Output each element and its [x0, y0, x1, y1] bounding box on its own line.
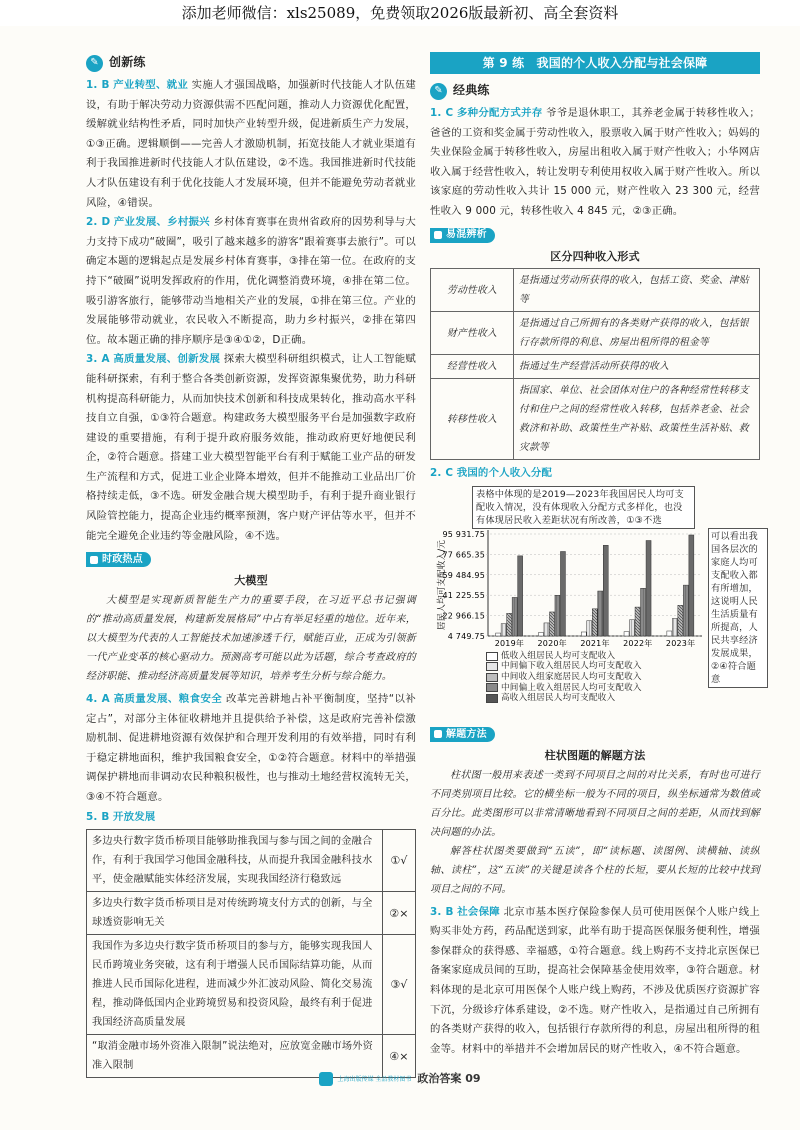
y-axis-label: 居民人均可支配收入/元 [437, 539, 447, 630]
bar [560, 551, 565, 636]
bar [501, 624, 506, 636]
answer-number: 2. D [86, 216, 111, 229]
x-tick-label: 2022年 [623, 638, 653, 648]
legend-label: 低收入组居民人均可支配收入 [501, 650, 616, 661]
answer-number: 4. A [86, 692, 110, 705]
chart-annotation: 表格中体现的是2019—2023年我国居民人均可支配收入情况，没有体现收入分配方式多样化，也没有体现居民收入差距状况有所改善，①③不选 [472, 486, 695, 529]
x-tick-label: 2019年 [494, 638, 525, 648]
y-tick-label: 77 665.35 [442, 550, 485, 560]
option-analysis-table [86, 829, 416, 1078]
answer-item [430, 464, 760, 484]
top-banner: 添加老师微信：xls25089，免费领取2026版最新初、高全套资料 [0, 0, 800, 26]
bar [635, 607, 640, 636]
bar [512, 597, 517, 636]
bar [555, 595, 560, 636]
bar [549, 612, 554, 636]
y-tick-label: 22 966.15 [442, 611, 485, 621]
method-tag [430, 727, 495, 742]
option-analysis-body [87, 830, 416, 1078]
answer-tag: 多种分配方式并存 [456, 107, 543, 119]
practice-title: 第 9 练 我国的个人收入分配与社会保障 [430, 52, 760, 74]
tag-dot-icon [90, 556, 98, 564]
option-analysis-text: 多边央行数字货币桥项目能够助推我国与参与国之间的金融合作，有利于我国学习他国金融科技，从而提升我国金融科技水平，使金融赋能实体经济发展，实现我国经济行稳致远 [87, 830, 383, 892]
table-row [431, 379, 760, 460]
chart-legend [486, 651, 642, 704]
section-title: 经典练 [453, 83, 490, 98]
hot-topic-tag [86, 552, 151, 567]
mistake-tag [430, 228, 495, 243]
y-tick-label: 41 225.55 [442, 591, 485, 601]
bar [683, 585, 688, 636]
answer-number: 5. B [86, 810, 110, 823]
x-tick-label: 2020年 [537, 638, 567, 648]
bar [581, 632, 586, 636]
table-row [431, 269, 760, 312]
option-analysis-text: 我国作为多边央行数字货币桥项目的参与方，能够实现我国人民币跨境业务突破，这有利于增强人民币国际结算功能，从而推进人民币国际化进程，进而减少外汇波动风险、简化交易流程，推动降低国内企业跨境贸易和投资风险，最终有利于促进我国经济高质量发展 [87, 935, 383, 1035]
y-tick-label: 95 931.75 [442, 529, 485, 539]
legend-label: 高收入组居民人均可支配收入 [501, 693, 616, 704]
answer-item [430, 903, 760, 1060]
legend-label: 中间收入组家庭居民人均可支配收入 [501, 672, 642, 683]
answer-item [86, 213, 416, 350]
section-title: 创新练 [109, 55, 146, 70]
section-badge-icon: ✎ [430, 83, 447, 100]
income-types-body [431, 269, 760, 460]
answer-text: 改革完善耕地占补平衡制度，坚持“以补定占”，对部分主体征收耕地并且提供给予补偿，这是政府完善补偿激励机制、促进耕地资源有效保护和合理开发利用的有效举措，同时有利于稳定耕地面积，维护我国粮食安全，①②符合题意。材料中的举措强调保护耕地而非调动农民种粮积极性，也与推动土地经营权流转无关，③④不符合题意。 [86, 692, 416, 803]
bar [667, 631, 672, 636]
answer-number: 3. A [86, 353, 110, 366]
income-type-desc: 指国家、单位、社会团体对住户的各种经常性转移支付和住户之间的经常性收入转移，包括养老金、社会救济和补助、政策性生产补贴、政策性生活补贴、救灾款等 [514, 379, 760, 460]
bar [592, 609, 597, 636]
bar [630, 620, 635, 636]
bar [544, 623, 549, 636]
answer-tag: 产业转型、就业 [113, 79, 189, 91]
bar [624, 632, 629, 636]
section-heading-innovation [86, 52, 416, 74]
bar [518, 556, 523, 636]
answer-text: 实施人才强国战略，加强新时代技能人才队伍建设，有助于解决劳动力资源供需不匹配问题，推动人力资源优化配置，缓解就业结构性矛盾，同时加快产业转型升级，促进新质生产力发展，①③正确。逻辑顺倒——完善人才激励机制，拓宽技能人才就业渠道有利于我国推进新时代技能人才队伍建设，②不选。我国推进新时代技能人才队伍建设有利于优化技能人才发展环境，但并不能避免劳动者就业风险，④错误。 [86, 79, 416, 209]
income-type-name: 经营性收入 [431, 355, 514, 379]
bar [641, 588, 646, 636]
legend-label: 中间偏上收入组居民人均可支配收入 [501, 682, 642, 693]
answer-text: 探索大模型科研组织模式，让人工智能赋能科研探索，有利于整合各类创新资源，发挥资源集聚优势，助力科研机构提高科研能力，从而加快技术创新和科技成果转化，推动高水平科技自立自强，①③符合题意。构建政务大模型服务平台是加强数字政府建设的重要措施，有利于提升政府服务效能，推动政府更好地便民利企，②符合题意。搭建工业大模型智能平台有利于赋能工业产品的研发生产流程和方式，促进工业企业降本增效，但并不能推动工业品出厂价格持续走低，③不选。研发金融合规大模型助手，有利于提升商业银行风险管控能力，提高企业违约概率预测，客户财产评估等水平，但并不能完全避免企业违约等金融风险，④不选。 [86, 353, 417, 542]
option-judgment: ④× [383, 1035, 416, 1078]
income-type-name: 转移性收入 [431, 379, 514, 460]
answer-number: 2. C [430, 467, 454, 480]
answer-item [86, 690, 416, 808]
answer-tag: 我国的个人收入分配 [456, 467, 553, 480]
table-row [87, 935, 416, 1035]
y-tick-label: 59 484.95 [442, 570, 485, 580]
income-type-desc: 是指通过劳动所获得的收入，包括工资、奖金、津贴等 [514, 269, 760, 312]
income-type-name: 财产性收入 [431, 312, 514, 355]
bar [496, 633, 501, 636]
legend-swatch [486, 662, 498, 671]
legend-entry [486, 661, 642, 672]
right-column [430, 52, 760, 1059]
page-footer [0, 1070, 800, 1086]
bar [587, 621, 592, 636]
income-types-table [430, 268, 760, 460]
answer-item [430, 104, 760, 222]
table-row [87, 892, 416, 935]
answer-item [86, 76, 416, 213]
legend-entry [486, 651, 642, 662]
answer-text: 北京市基本医疗保险参保人员可使用医保个人账户线上购买非处方药，药品配送到家，此举有助于提高医保服务便利性，增强参保群众的获得感、幸福感，①符合题意。线上购药不支持北京医保已备案家庭成员间的互助，提高社会保障基金使用效率，③符合题意。材料体现的是北京可用医保个人账户线上购药，不涉及优质医疗资源扩容下沉，分级诊疗体系建设，②不选。财产性收入，是指通过自己所拥有的各类财产获得的收入，包括银行存款所得的利息，房屋出租所得的租金等。材料中的举措并不会增加居民的财产性收入，④不符合题意。 [430, 905, 760, 1055]
legend-swatch [486, 694, 498, 703]
left-column [86, 52, 416, 1078]
section-badge-icon: ✎ [86, 55, 103, 72]
answer-text: 乡村体育赛事在贵州省政府的因势利导与大力支持下成功“破圈”，吸引了越来越多的游客“跟着赛事去旅行”。可以确定本题的逻辑起点是发展乡村体育赛事，③排在第一位。在政府的支持下“破圈”说明发挥政府的作用，优化调整消费环境，④排在第二位。吸引游客旅行，能够带动当地相关产业的发展，①排在第三位。产业的发展能够带动就业，农民收入不断提高，助力乡村振兴，②排在第四位。故本题正确的排序顺序是③④①②，D正确。 [86, 216, 416, 346]
answer-item [86, 350, 416, 546]
income-types-title: 区分四种收入形式 [550, 249, 640, 263]
bar [538, 632, 543, 635]
bar [603, 545, 608, 636]
footer-brand: 上海出版传媒 全品教材图书 [337, 1075, 412, 1083]
income-type-desc: 是指通过自己所拥有的各类财产获得的收入，包括银行存款所得的利息、房屋出租所得的租金等 [514, 312, 760, 355]
method-title: 柱状图题的解题方法 [544, 748, 646, 762]
option-analysis-text: 多边央行数字货币桥项目是对传统跨境支付方式的创新，与全球透资影响无关 [87, 892, 383, 935]
bar [507, 613, 512, 636]
table-row [431, 355, 760, 379]
option-analysis-text: “取消金融市场外资准入限制”说法绝对，应放宽金融市场外资准入限制 [87, 1035, 383, 1078]
income-type-desc: 指通过生产经营活动所获得的收入 [514, 355, 760, 379]
answer-number: 1. B [86, 79, 110, 91]
answer-tag: 高质量发展、粮食安全 [113, 692, 223, 705]
x-tick-label: 2023年 [665, 638, 696, 648]
x-tick-label: 2021年 [580, 638, 610, 648]
legend-swatch [486, 652, 498, 661]
answer-item [86, 808, 416, 828]
legend-swatch [486, 673, 498, 682]
tag-dot-icon [434, 231, 442, 239]
bar [598, 591, 603, 636]
legend-entry [486, 672, 642, 683]
y-tick-label: 4 749.75 [447, 631, 485, 641]
answer-number: 1. C [430, 107, 454, 119]
answer-tag: 开放发展 [113, 810, 156, 823]
option-judgment: ②× [383, 892, 416, 935]
table-row [87, 830, 416, 892]
footer-label: 政治答案 09 [417, 1072, 481, 1085]
answer-tag: 产业发展、乡村振兴 [113, 216, 210, 229]
tag-dot-icon [434, 730, 442, 738]
legend-entry [486, 683, 642, 694]
income-chart [430, 486, 760, 721]
legend-label: 中间偏下收入组居民人均可支配收入 [501, 661, 642, 672]
answer-tag: 高质量发展、创新发展 [113, 353, 221, 366]
mistake-tag-label: 易混辨析 [446, 229, 487, 241]
hot-topic-body: 大模型是实现新质智能生产力的重要手段，在习近平总书记强调的“推动高质量发展，构建新发展格局”中占有举足轻重的地位。近年来，以大模型为代表的人工智能技术加速渗透千行，赋能百业，正成为引领新一代产业变革的核心驱动力。预测高考可能以此为话题，综合考查政府的经济职能、推动经济高质量发展等知识，培养考生分析与综合能力。 [86, 594, 416, 682]
table-row [431, 312, 760, 355]
bar [689, 535, 694, 636]
bar [646, 540, 651, 635]
hot-topic-title: 大模型 [234, 574, 268, 588]
income-type-name: 劳动性收入 [431, 269, 514, 312]
bar [672, 618, 677, 636]
answer-number: 3. B [430, 905, 454, 918]
answer-text: 爷爷是退休职工，其养老金属于转移性收入；爸爸的工资和奖金属于劳动性收入，股票收入属于财产性收入；妈妈的失业保险金属于转移性收入，房屋出租收入属于财产性收入；小华网店收入属于经营性收入，转让发明专利使用权收入属于财产性收入。所以该家庭的劳动性收入共计 15 000 元，财产性收入 23 300 元，经营性收入 9 000 元，转移性收入 4 845 元，②③正确。 [430, 107, 760, 217]
hot-topic-tag-label: 时政热点 [102, 553, 143, 565]
option-judgment: ①√ [383, 830, 416, 892]
brand-logo-icon [319, 1072, 333, 1086]
legend-swatch [486, 683, 498, 692]
method-tag-label: 解题方法 [446, 728, 487, 740]
section-heading-classic [430, 80, 760, 102]
chart-side-annotation: 可以看出我国各层次的家庭人均可支配收入都有所增加，这说明人民生活质量有所提高，人民共享经济发展成果，②④符合题意 [708, 528, 768, 688]
method-body: 柱状图一般用来表述一类到不同项目之间的对比关系，有时也可进行不同类别项目比较。它的横坐标一般为不同的项目，纵坐标通常为数值或百分比。此类图形可以非常清晰地看到不同项目之间的差距，从而找到解决问题的办法。 [430, 769, 760, 838]
answer-tag: 社会保障 [457, 905, 500, 918]
option-judgment: ③√ [383, 935, 416, 1035]
method-body: 解答柱状图类要做到“五读”，即“读标题、读图例、读横轴、读纵轴、读柱”，这“五读”的关键是读各个柱的长短，要从长短的比较中找到项目之间的不同。 [430, 845, 760, 895]
bar [678, 605, 683, 636]
legend-entry [486, 693, 642, 704]
